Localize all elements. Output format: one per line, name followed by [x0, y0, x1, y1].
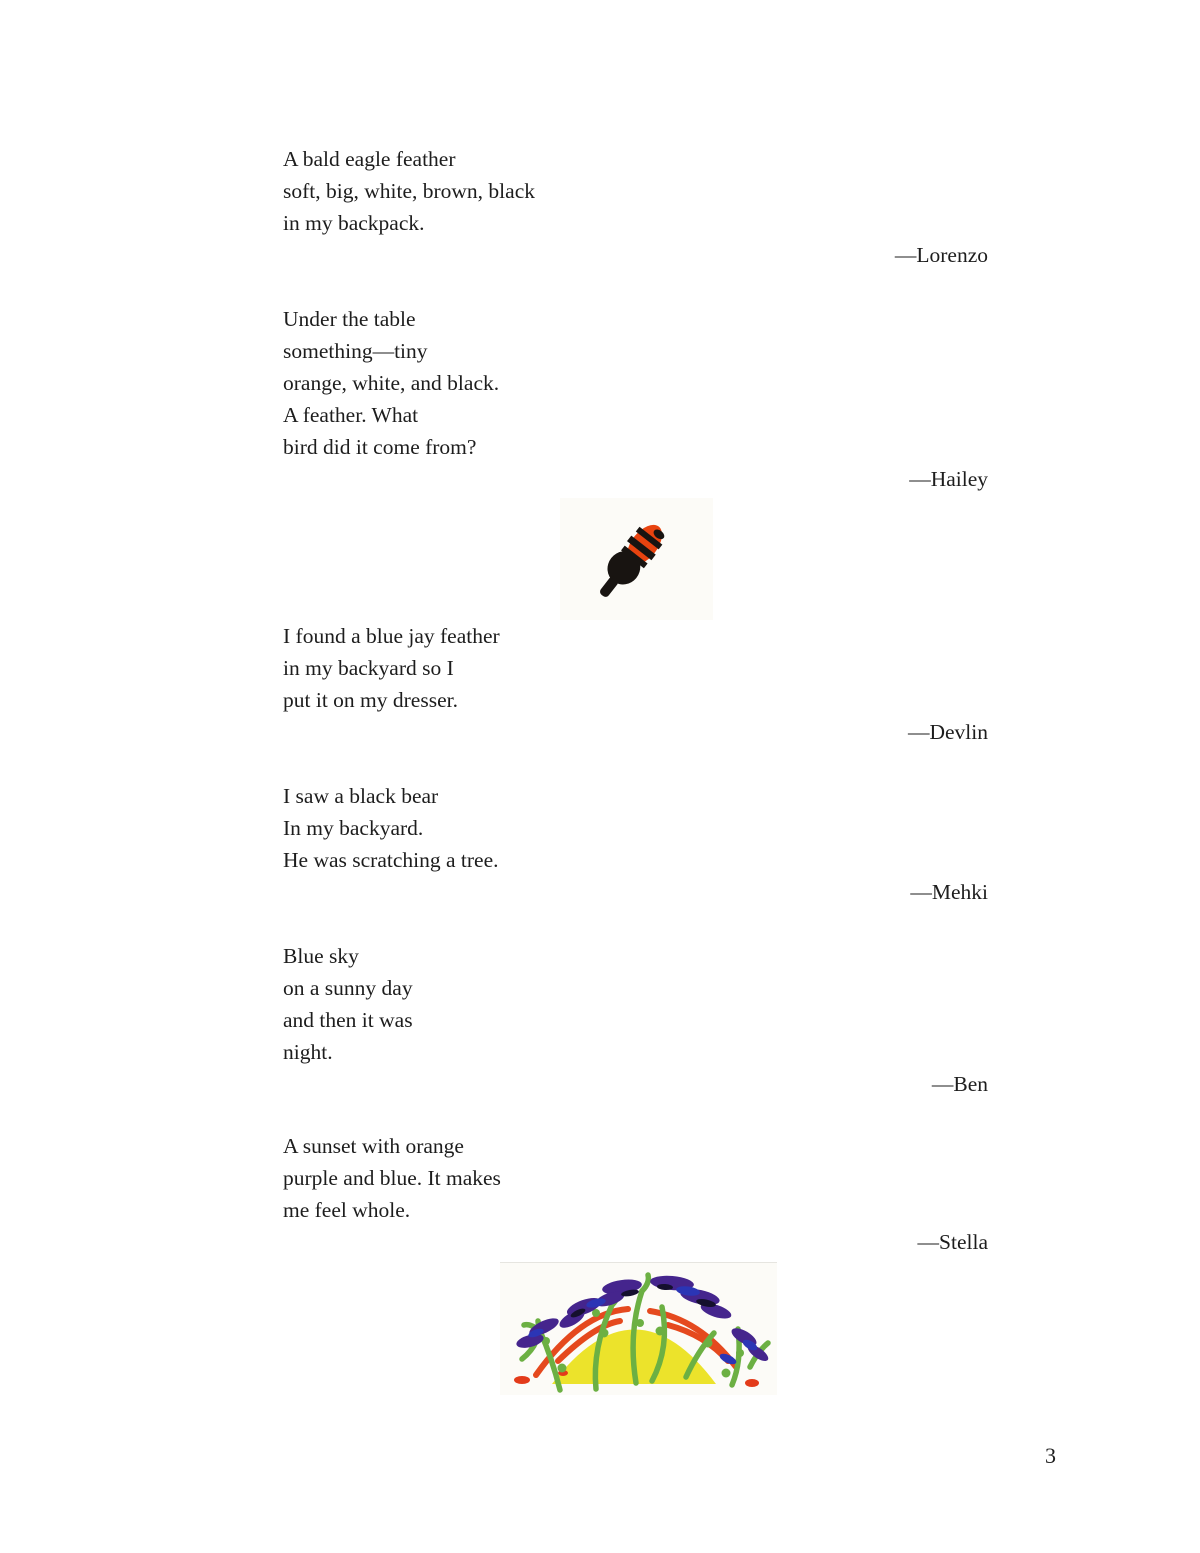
poem-line: orange, white, and black.	[283, 371, 500, 395]
poem-line: in my backyard so I	[283, 656, 454, 680]
poem-line: me feel whole.	[283, 1198, 411, 1222]
poem-line: put it on my dresser.	[283, 688, 458, 712]
poem-line: He was scratching a tree.	[283, 848, 499, 872]
page-content	[283, 143, 988, 1395]
poem-line: on a sunny day	[283, 976, 413, 1000]
poem-attribution: —Ben	[931, 1072, 988, 1096]
poem-attribution: —Mehki	[910, 880, 988, 904]
poem-line: I found a blue jay feather	[283, 624, 500, 648]
poem-line: night.	[283, 1040, 333, 1064]
poem-mehki	[283, 780, 988, 908]
poem-line: Blue sky	[283, 944, 359, 968]
poem-ben	[283, 940, 988, 1100]
poem-line: In my backyard.	[283, 816, 424, 840]
poem-line: A sunset with orange	[283, 1134, 464, 1158]
poem-line: I saw a black bear	[283, 784, 439, 808]
poem-line: something—tiny	[283, 339, 428, 363]
sunset-illustration	[500, 1263, 777, 1395]
feather-illustration	[560, 498, 713, 620]
poem-stella	[283, 1130, 988, 1258]
poem-line: soft, big, white, brown, black	[283, 179, 535, 203]
feather-drawing	[560, 498, 713, 620]
poem-lorenzo	[283, 143, 988, 271]
poem-line: Under the table	[283, 307, 416, 331]
poem-line: bird did it come from?	[283, 435, 477, 459]
poem-line: A feather. What	[283, 403, 419, 427]
poem-attribution: —Lorenzo	[894, 243, 988, 267]
poem-line: in my backpack.	[283, 211, 425, 235]
poem-line: and then it was	[283, 1008, 413, 1032]
poem-attribution: —Stella	[917, 1230, 988, 1254]
poem-line: purple and blue. It makes	[283, 1166, 501, 1190]
sunset-drawing	[500, 1262, 777, 1395]
poem-hailey	[283, 303, 988, 495]
poem-line: A bald eagle feather	[283, 147, 456, 171]
poem-attribution: —Devlin	[907, 720, 988, 744]
poem-attribution: —Hailey	[909, 467, 988, 491]
page-number: 3	[1045, 1443, 1056, 1468]
poem-devlin	[283, 620, 988, 748]
